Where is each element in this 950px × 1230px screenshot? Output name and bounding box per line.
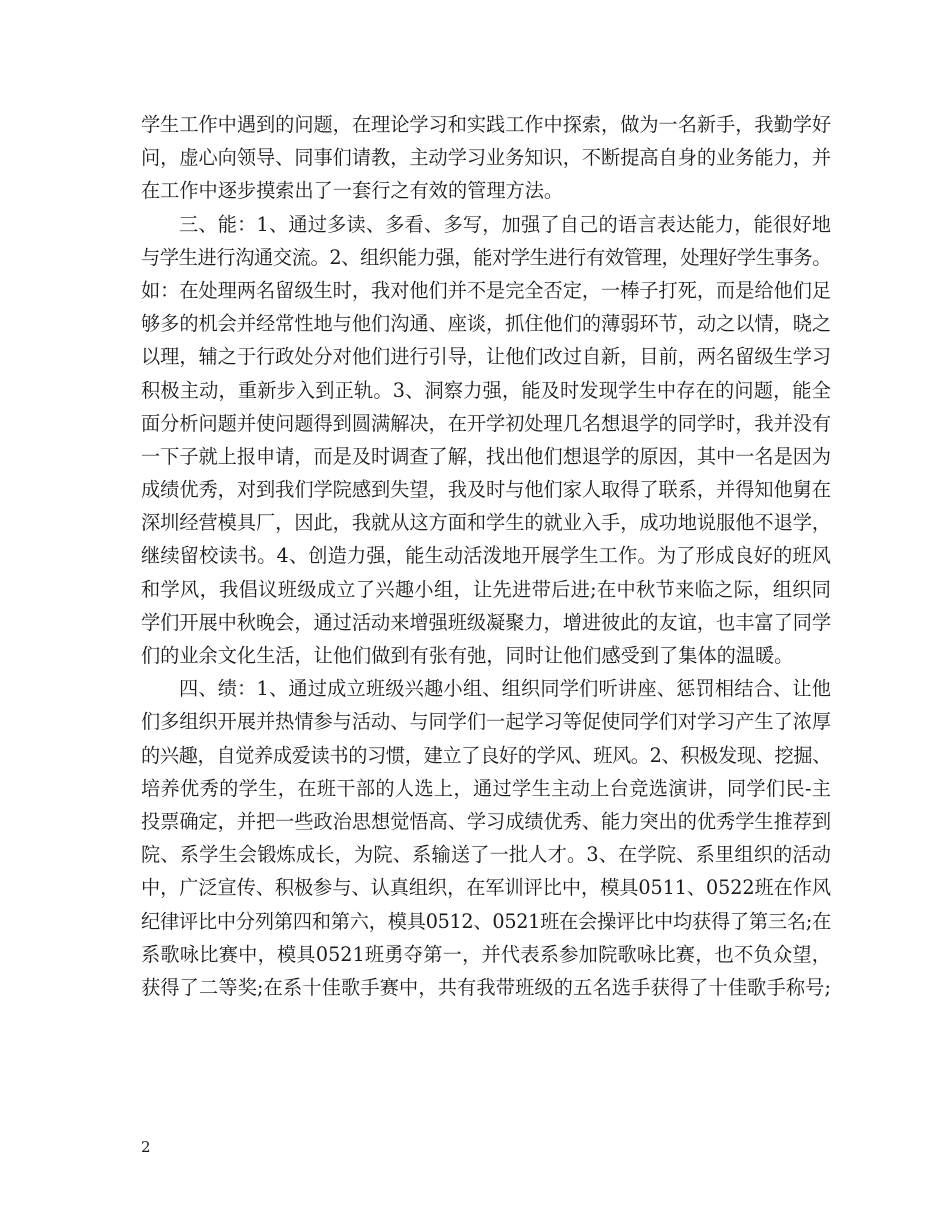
text-line: 深圳经营模具厂，因此，我就从这方面和学生的就业入手，成功地说服他不退学， [141, 511, 831, 535]
text-line: 们多组织开展并热情参与活动、与同学们一起学习等促使同学们对学习产生了浓厚 [141, 710, 831, 734]
text-line: 继续留校读书。4、创造力强，能生动活泼地开展学生工作。为了形成良好的班风 [141, 544, 831, 568]
text-line: 培养优秀的学生，在班干部的人选上，通过学生主动上台竞选演讲，同学们民-主 [141, 776, 831, 800]
text-line: 们的业余文化生活，让他们做到有张有弛，同时让他们感受到了集体的温暖。 [141, 644, 794, 667]
text-line: 学生工作中遇到的问题，在理论学习和实践工作中探索，做为一名新手，我勤学好 [141, 113, 831, 136]
paragraph-start-line: 四、绩：1、通过成立班级兴趣小组、组织同学们听讲座、惩罚相结合、让他 [179, 677, 831, 701]
text-line: 系歌咏比赛中，模具0521班勇夺第一，并代表系参加院歌咏比赛，也不负众望， [141, 942, 831, 966]
text-line: 纪律评比中分列第四和第六，模具0512、0521班在会操评比中均获得了第三名;在 [141, 909, 831, 933]
text-line: 如：在处理两名留级生时，我对他们并不是完全否定，一棒子打死，而是给他们足 [141, 278, 831, 302]
text-line: 够多的机会并经常性地与他们沟通、座谈，抓住他们的薄弱环节，动之以情，晓之 [141, 312, 831, 336]
document-body [141, 108, 831, 1004]
text-line: 在工作中逐步摸索出了一套行之有效的管理方法。 [141, 179, 564, 203]
text-line: 与学生进行沟通交流。2、组织能力强，能对学生进行有效管理，处理好学生事务。 [141, 245, 831, 269]
text-line: 获得了二等奖;在系十佳歌手赛中，共有我带班级的五名选手获得了十佳歌手称号; [141, 975, 831, 999]
text-line: 中，广泛宣传、积极参与、认真组织，在军训评比中，模具0511、0522班在作风 [141, 876, 831, 900]
text-line: 的兴趣，自觉养成爱读书的习惯，建立了良好的学风、班风。2、积极发现、挖掘、 [141, 743, 831, 767]
text-line: 学们开展中秋晚会，通过活动来增强班级凝聚力，增进彼此的友谊，也丰富了同学 [141, 610, 831, 634]
text-line: 和学风，我倡议班级成立了兴趣小组，让先进带后进;在中秋节来临之际，组织同 [141, 577, 831, 601]
paragraph-start-line: 三、能：1、通过多读、多看、多写，加强了自己的语言表达能力，能很好地 [179, 212, 831, 236]
page-number: 2 [141, 1138, 151, 1156]
text-line: 问，虚心向领导、同事们请教，主动学习业务知识，不断提高自身的业务能力，并 [141, 146, 831, 170]
text-line: 面分析问题并使问题得到圆满解决，在开学初处理几名想退学的同学时，我并没有 [141, 411, 831, 435]
text-line: 以理，辅之于行政处分对他们进行引导，让他们改过自新，目前，两名留级生学习 [141, 345, 831, 369]
text-line: 一下子就上报申请，而是及时调查了解，找出他们想退学的原因，其中一名是因为 [141, 444, 831, 468]
text-line: 投票确定，并把一些政治思想觉悟高、学习成绩优秀、能力突出的优秀学生推荐到 [141, 809, 831, 833]
text-line: 成绩优秀，对到我们学院感到失望，我及时与他们家人取得了联系，并得知他舅在 [141, 478, 831, 502]
text-line: 院、系学生会锻炼成长，为院、系输送了一批人才。3、在学院、系里组织的活动 [141, 843, 831, 867]
text-line: 积极主动，重新步入到正轨。3、洞察力强，能及时发现学生中存在的问题，能全 [141, 378, 831, 402]
